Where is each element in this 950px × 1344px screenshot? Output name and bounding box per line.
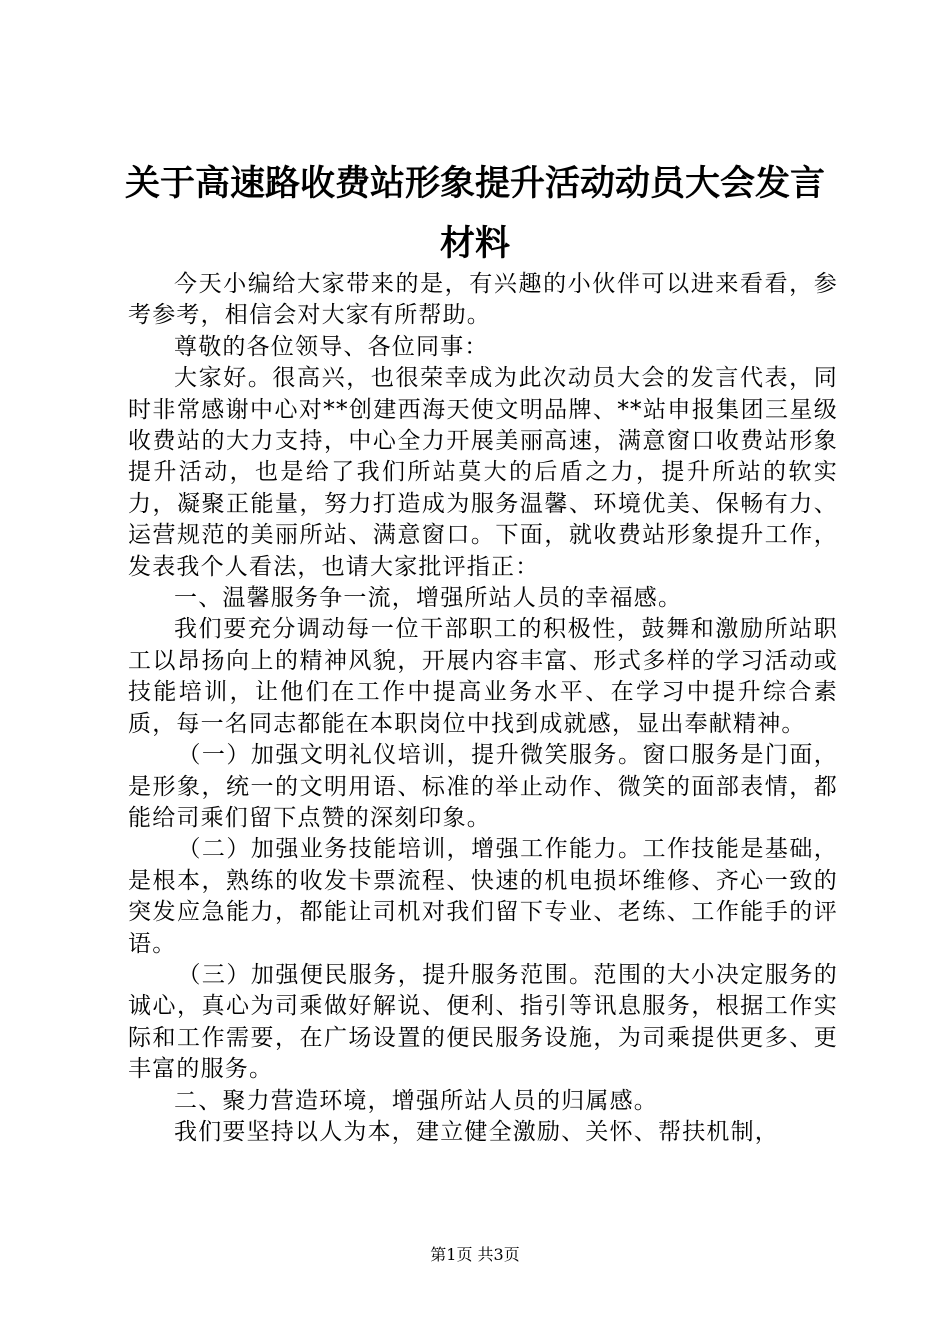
section-heading-1: 一、温馨服务争一流，增强所站人员的幸福感。 [174,585,683,612]
subsection-1-2: （二）加强业务技能培训，增强工作能力。工作技能是基础，是根本，熟练的收发卡票流程、快速的机电损坏维修、齐心一致的突发应急能力，都能让司机对我们留下专业、老练、工作能手的评语。 [128,836,838,957]
subsection-1-3: （三）加强便民服务，提升服务范围。范围的大小决定服务的诚心，真心为司乘做好解说、便利、指引等讯息服务，根据工作实际和工作需要，在广场设置的便民服务设施，为司乘提供更多、更丰富的服务。 [128,961,838,1083]
document-title-line-2: 材料 [439,224,510,264]
document-title-line-1: 关于高速路收费站形象提升活动动员大会发言 [124,164,825,204]
page-footer: 第1页 共3页 [430,1245,520,1264]
opening-paragraph: 大家好。很高兴，也很荣幸成为此次动员大会的发言代表，同时非常感谢中心对**创建西海天使文明品牌、**站申报集团三星级收费站的大力支持，中心全力开展美丽高速，满意窗口收费站形象提升活动，也是给了我们所站莫大的后盾之力，提升所站的软实力，凝聚正能量，努力打造成为服务温馨、环境优美、保畅有力、运营规范的美丽所站、满意窗口。下面，就收费站形象提升工作，发表我个人看法，也请大家批评指正： [128,365,838,580]
section-1-paragraph: 我们要充分调动每一位干部职工的积极性，鼓舞和激励所站职工以昂扬向上的精神风貌，开展内容丰富、形式多样的学习活动或技能培训，让他们在工作中提高业务水平、在学习中提升综合素质，每一名同志都能在本职岗位中找到成就感，显出奉献精神。 [128,616,838,737]
intro-paragraph: 今天小编给大家带来的是，有兴趣的小伙伴可以进来看看，参考参考，相信会对大家有所帮助。 [128,271,838,329]
section-heading-2: 二、聚力营造环境，增强所站人员的归属感。 [174,1087,658,1114]
subsection-1-1: （一）加强文明礼仪培训，提升微笑服务。窗口服务是门面，是形象，统一的文明用语、标准的举止动作、微笑的面部表情，都能给司乘们留下点赞的深刻印象。 [128,742,838,831]
section-2-paragraph: 我们要坚持以人为本，建立健全激励、关怀、帮扶机制， [174,1118,779,1145]
document-body [128,269,838,1148]
salutation: 尊敬的各位领导、各位同事： [174,333,489,360]
